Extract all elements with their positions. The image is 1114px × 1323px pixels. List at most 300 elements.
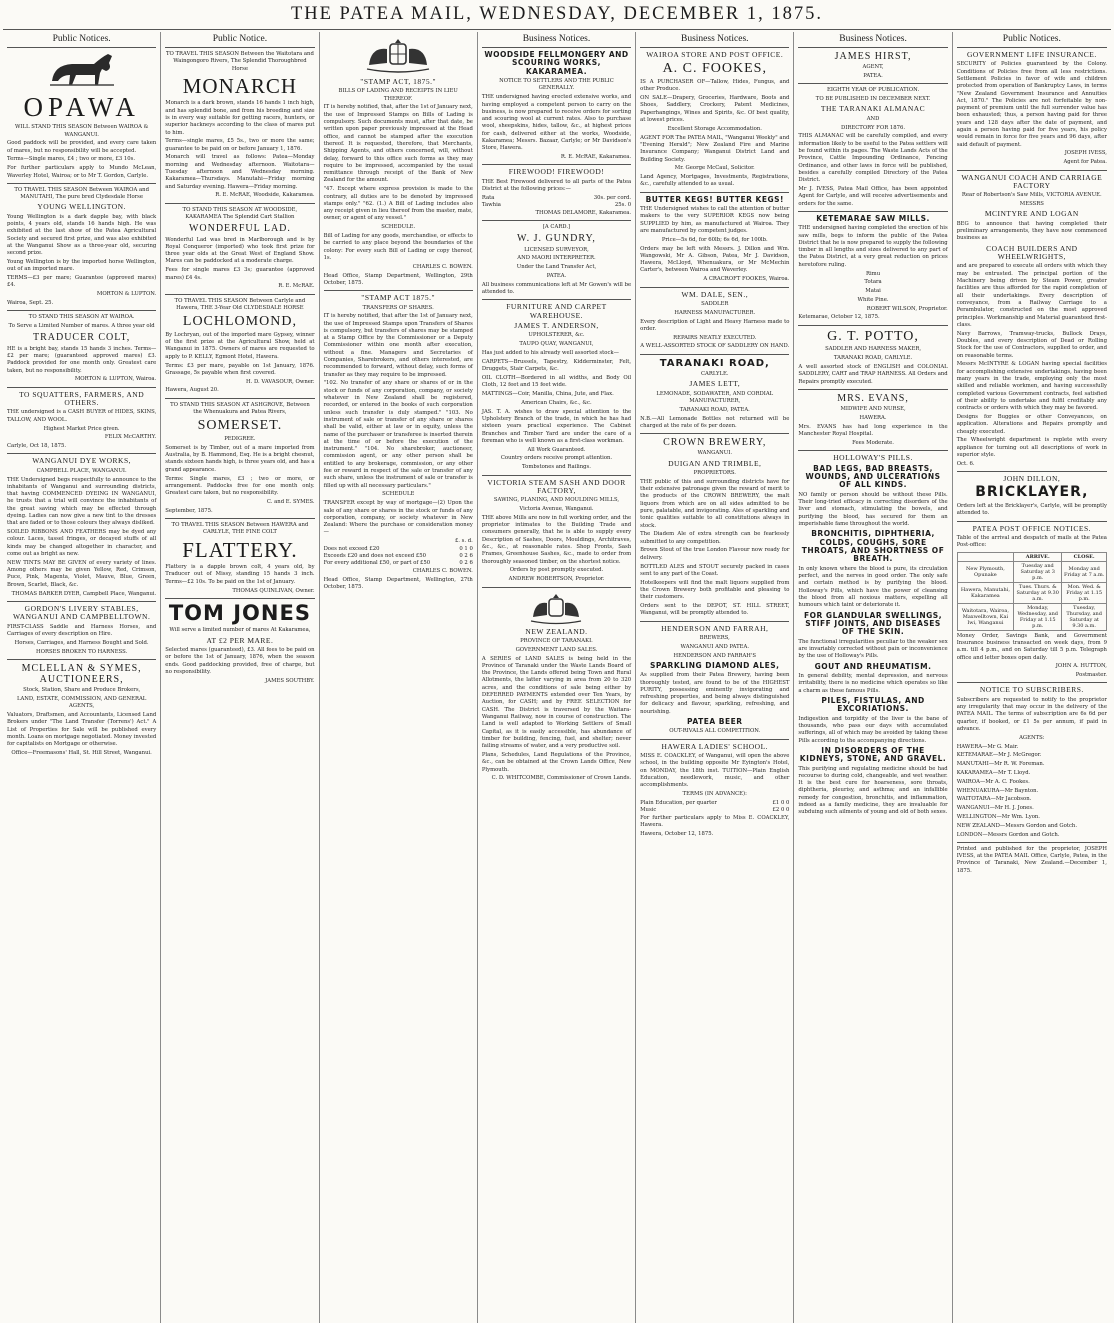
ad-holloway <box>798 454 947 817</box>
divider <box>482 475 631 476</box>
flattery-intro: TO TRAVEL THIS SEASON Between HAWERA and CARLYLE, THE FINE COLT <box>171 522 309 536</box>
crown-stout: Brown Stout of the true London Flavour now ready for delivery. <box>640 547 790 561</box>
somerset-pedigree: PEDIGREE. <box>224 436 256 443</box>
coach-more: and are prepared to execute all orders with which they may be entrusted. The principal portion of the Machinery being driven by Steam Power, greater facilities are thus afforded for the rapid completion of all their undertakings. Every description of conveyance, from a Railway Carriage to a Perambulator, constructed on the most approved principles. Workmanship and Material guaranteed first-class. <box>956 263 1107 328</box>
ad-saw-mills <box>798 215 947 322</box>
ad-gundry <box>482 224 631 296</box>
divider <box>165 518 314 519</box>
agent-item: WANGANUI—Mr H. J. Jones. <box>956 805 1034 812</box>
coach-messrs: MESSRS <box>1019 201 1044 208</box>
yw-title: YOUNG WELLINGTON. <box>37 202 126 212</box>
yw-terms: TERMS—£3 per mare; Guarantee (approved mares) £4. <box>7 275 157 289</box>
crown-hotel: Hotelkeepers will find the malt liquors supplied from the Crown Brewery both profitable and pleasing to their customers. <box>640 579 790 601</box>
column-header: Public Notices. <box>7 32 156 48</box>
holloway-h3: FOR GLANDULAR SWELLINGS, STIFF JOINTS, AND DISEASES OF THE SKIN. <box>804 610 943 637</box>
stamp1-schedule: Bill of Lading for any goods, merchandise, or effects to be carried to any place beyond the boundaries of the colony: For every such Bill of Lading or copy thereof, 1s. <box>323 233 473 261</box>
wonderful-body: Wonderful Lad was bred in Marlborough and is by Royal Conqueror (imported) who took first prize for three year olds at the Great West of England Show. Mares can be paddocked at a moderate charge. <box>165 236 315 265</box>
dale-stock: A WELL-ASSORTED STOCK OF SADDLERY ON HAND. <box>640 343 790 350</box>
ad-wairoa-store <box>640 51 789 189</box>
yw-signed: MORTON & LUPTON. <box>96 291 157 298</box>
divider <box>7 183 156 184</box>
potto-place: TARANAKI ROAD, CARLYLE. <box>833 355 913 362</box>
yw-pedigree: Young Wellington is by the imported horse Wellington, out of an imported mare. <box>7 259 157 273</box>
somerset-terms: Terms: Single mares, £3 ; two or more, or arrangement. Paddocks free for one month only. Greatest care taken, but no responsibility. <box>165 475 315 497</box>
yw-body: Young Wellington is a dark dapple bay, with black points, 4 years old, stands 16 hands high. He was exhibited at the last show of the Patea Agricultural Society and secured first prize, and was also exhibited at the Wanganui Show as a three-year old, securing second prize. <box>7 213 157 257</box>
almanac-and: AND <box>866 115 880 122</box>
butter-orders: Orders may be left with Messrs. J. Dillon and Wm. Wangowski, Mr A. Gibson, Patea, Mr J. Davidson, Hawera, McLloyd, Whenuakura, or Mr McMechin Carter's, between Wairoa and Waverley. <box>640 245 790 274</box>
ad-victoria <box>482 479 631 584</box>
timber-kind: Matai <box>865 288 881 295</box>
stamp1-section: "47. Except where express provision is made to the contrary, all duties are to be denoted by impressed stamps only." "62. (1.) A Bill of Lading includes also any receipt given in lieu thereof from the master, mate, owner, or agent of any vessel." <box>323 186 473 222</box>
wairoa-name: A. C. FOOKES, <box>662 61 767 77</box>
column-2 <box>161 32 319 1323</box>
ad-wonderful-lad <box>165 207 314 291</box>
lett-trade: LEMONADE, SODAWATER, AND CORDIAL MANUFACTURER, <box>656 390 774 404</box>
divider <box>324 290 473 291</box>
dale-trade: SADDLER <box>701 300 729 307</box>
sawmills-signed: ROBERT WILSON, Proprietor. <box>866 305 948 312</box>
evans-sub: MIDWIFE AND NURSE, <box>840 406 906 413</box>
subscribers-title: NOTICE TO SUBSCRIBERS. <box>979 685 1084 695</box>
henderson-sub: HENDERSON AND FARRAH'S <box>673 652 756 659</box>
insurance-role: Agent for Patea. <box>1063 159 1107 166</box>
gundry-place: PATEA. <box>546 272 567 279</box>
potto-title: G. T. POTTO, <box>827 328 919 344</box>
ad-squatters <box>7 391 156 451</box>
patea-beer-sub: OUT-RIVALS ALL COMPETITION. <box>669 728 761 735</box>
divider <box>165 294 314 295</box>
holloway-b3: The functional irregularities peculiar to the weaker sex are invariably corrected without pain or inconvenience by the use of Holloway's Pills. <box>798 638 948 660</box>
divider <box>957 170 1107 171</box>
gundry-also: AND MAORI INTERPRETER. <box>517 255 596 262</box>
wonderful-signed: R. E. McRAE. <box>278 283 315 290</box>
flattery-signed: THOMAS QUINLIVAN, Owner. <box>232 587 315 594</box>
lochlomond-dated: Hawera, August 20. <box>165 387 219 394</box>
potto-body: A well assorted stock of ENGLISH and COLONIAL SADDLERY, CART and TRAP HARNESS. All Orders and Repairs promptly executed. <box>798 364 948 385</box>
hirst-title: JAMES HIRST, <box>834 51 912 62</box>
post-sub: Table of the arrival and despatch of mails at the Patea Post-office: <box>956 535 1107 549</box>
wonderful-terms: Fees for single mares £3 3s; guarantee (approved mares) £4 4s. <box>165 267 315 281</box>
divider <box>482 220 631 221</box>
monarch-title: MONARCH <box>182 73 298 98</box>
henderson-title: HENDERSON AND FARRAH, <box>661 623 769 633</box>
term-row: Plain Education, per quarter £1 0 0 <box>640 799 790 806</box>
crown-sub: WANGANUI. <box>697 450 733 457</box>
flattery-body: Flattery is a dapple brown colt, 4 years old, by Traducer out of Missy, standing 15 hands 3 inch. Terms—£2 10s. To be paid on the 1st of January. <box>165 564 315 585</box>
somerset-intro: TO STAND THIS SEASON AT ASHGROVE, Between the Whenuakura and Patea Rivers, <box>170 401 310 416</box>
school-dated: Hawera, October 12, 1875. <box>640 830 714 837</box>
victoria-title: VICTORIA STEAM SASH AND DOOR FACTORY, <box>487 477 626 495</box>
ad-almanac <box>798 87 947 208</box>
opawa-title: OPAWA <box>23 92 140 122</box>
woodside-sub: NOTICE TO SETTLERS AND THE PUBLIC GENERALLY. <box>499 78 614 92</box>
lett-name: JAMES LETT, <box>689 379 741 389</box>
anderson-chairs: American Chairs, &c., &c. <box>521 399 592 406</box>
stamp1-dated: Head Office, Stamp Department, Wellington, 29th October, 1875. <box>323 272 473 286</box>
holloway-b5: Indigestion and torpidity of the liver is the bane of thousands, who pass our days with accumulated sufferings, all of which may be avoided by taking these Pills according to the accompanying directions. <box>798 715 948 744</box>
auctioneers-body: Valuators, Draftsmen, and Accountants, Licensed Land Brokers under "The Land Transfer (Torrens') Act." A List of Properties for Sale will be published every month. Loans on mortgage negotiated. Money invested for capitalists on Mortgage or otherwise. <box>7 712 157 748</box>
coach-wheel: The Wheelwright department is replete with every appliance for turning out all descriptions of work in superior style. <box>956 437 1107 458</box>
divider <box>798 211 947 212</box>
taranaki-road-sub: CARLYLE. <box>700 370 729 377</box>
column-1 <box>3 32 161 1323</box>
holloway-h6: IN DISORDERS OF THE KIDNEYS, STONE, AND GRAVEL. <box>799 745 947 764</box>
divider <box>798 450 947 451</box>
crown-orders: Orders sent to the DEPOT, ST. HILL STREET, Wanganui, will be promptly attended to. <box>640 603 790 617</box>
almanac-body: THIS ALMANAC will be carefully compiled, and every information likely to be useful to the Patea settlers will be found within its pages. The Waste Lands Acts of the Province, Cattle Impounding Ordinance, Fencing Ordinance, and other laws in force will be published, besides a carefully compiled Directory of the Patea District. <box>798 133 948 184</box>
squatters-body: THE undersigned is a CASH BUYER of HIDES, SKINS, TALLOW, AND WOOL. <box>7 409 157 423</box>
ad-auctioneers <box>7 663 156 758</box>
lochlomond-body: By Lochryan, out of the imported mare Gypsey, winner of the first prize at the Agricultural Show, held at Wanganui in 1875. Owners of mares are requested to apply to P. KELLY, Egmont Hotel, Hawera. <box>165 331 315 360</box>
column-3 <box>320 32 478 1323</box>
ad-taranaki-road <box>640 358 789 430</box>
ad-ladies-school <box>640 743 789 838</box>
dale-title: WM. DALE, SEN., <box>681 289 749 299</box>
monarch-intro: TO TRAVEL THIS SEASON Between the Waitotara and Waingongoro Rivers, The Splendid Thoroughbred Horse <box>165 51 314 72</box>
lochlomond-terms: Terms: £3 per mare, payable on 1st January, 1876. Grassage, 5s payable when first covered. <box>165 362 315 376</box>
masthead-title: THE PATEA MAIL, WEDNESDAY, DECEMBER 1, 1875. <box>290 4 824 24</box>
crown-name: DUIGAN AND TRIMBLE, <box>668 458 762 468</box>
anderson-name: JAMES T. ANDERSON, <box>514 321 599 331</box>
almanac-signed: Mr J. IVESS, Patea Mail Office, has been appointed Agent for Carlyle, and will receive advertisements and orders for the same. <box>798 185 948 207</box>
divider <box>640 287 789 288</box>
coach-name: MCINTYRE AND LOGAN <box>984 209 1079 219</box>
column-header: Business Notices. <box>640 32 789 48</box>
holloway-b1: NO family or person should be without these Pills. Their long-tried efficacy in correcting disorders of the liver and stomach, stimulating the bowels, and purifying the blood, has secured for them an imperishable fame throughout the world. <box>798 491 948 527</box>
divider <box>7 601 156 602</box>
holloway-h4: GOUT AND RHEUMATISM. <box>814 661 932 671</box>
ad-monarch <box>165 51 314 200</box>
post-role: Postmaster. <box>1075 672 1107 679</box>
imprint: Printed and published for the proprietor, JOSEPH IVESS, at the PATEA MAIL Office, Carlyle, Patea, in the Province of Taranaki, New Zealand.—December 1, 1875. <box>956 845 1107 874</box>
timber-kind: White Pine. <box>857 296 889 303</box>
livery-body: FIRST-CLASS Saddle and Harness Horses, and Carriages of every description on Hire. <box>7 623 157 637</box>
tomjones-body: Will serve a limited number of mares At Kakaramea, <box>169 627 311 634</box>
woodside-title: WOODSIDE FELLMONGERY AND SCOURING WORKS, KAKARAMEA. <box>484 50 629 76</box>
agent-item: WELLINGTON—Mr Wm. Lyon. <box>956 813 1040 820</box>
auctioneers-office: Office—Freemasons' Hall, St. Hill Street, Wanganui. <box>11 750 152 757</box>
masthead <box>3 0 1111 30</box>
henderson-body: As supplied from their Patea Brewery, having been thoroughly tested, are found to be of the HIGHEST PURITY, possessing eminently invigorating and refreshing properties, and being always distinguished for delicacy and flavour, sparkling, refreshing, and nourishing. <box>640 672 790 715</box>
ad-post-office <box>957 525 1107 680</box>
divider <box>640 433 789 434</box>
dye-title: WANGANUI DYE WORKS, <box>32 456 131 466</box>
dillon-body: Orders left at the Bricklayer's, Carlyle, will be promptly attended to. <box>956 503 1107 517</box>
agent-item: WAITOTARA—Mr Jacobson. <box>956 796 1032 803</box>
livery-title: GORDON'S LIVERY STABLES, WANGANUI AND CAMPBELLTOWN. <box>12 603 151 622</box>
column-header: Public Notices. <box>957 32 1107 48</box>
column-5 <box>636 32 794 1323</box>
column-header: Business Notices. <box>482 32 631 48</box>
stamp2-body: IT is hereby notified, that after the 1st of January next, the use of Impressed Stamps upon Transfers of Shares is compulsory, but transfers of shares may be stamped at a Stamp Office by the Commissioner or a Deputy Commissioner within one month after execution, without a fine. Managers and Secretaries of Companies, Sharebrokers, and others interested, are recommended to forward, without delay, such forms of transfer as they may require to be impressed. <box>323 313 473 378</box>
ad-coach-factory <box>957 174 1107 468</box>
rate-row: Exceeds £20 and does not exceed £50 0 2 6 <box>323 553 473 560</box>
victoria-place: Victoria Avenue, Wanganui. <box>519 506 594 513</box>
victoria-orders: Orders by post promptly executed. <box>509 567 604 574</box>
woodside-body: THE undersigned having erected extensive works, and having employed a competent person to carry on the business, is now prepared to receive orders for sorting and scouring wool at current rates. Also to purchase wool, sheepskins, hides, tallow, &c., at highest prices for cash, delivered either at the works, Woodside, Kakaramea; Messrs. Bazaar, Carlyle; or Mr Davidson's Store, Hawera. <box>481 94 632 152</box>
flattery-title: FLATTERY. <box>182 537 298 562</box>
crown-bottled: BOTTLED ALES and STOUT securely packed in cases sent to any part of the Coast. <box>640 563 790 577</box>
price-row: Rata 30s. per cord. <box>481 194 632 201</box>
land-sub2: GOVERNMENT LAND SALES. <box>515 646 598 653</box>
coach-place: Rear of Robertson's Saw Mills, VICTORIA AVENUE. <box>961 192 1102 199</box>
stamp2-schedule: TRANSFER except by way of mortgage—(2) Upon the sale of any share or shares in the stock or funds of any corporation, company, or society whatever in New Zealand: Where the purchase or consideration money— <box>323 500 473 536</box>
ad-lochlomond <box>165 298 314 395</box>
horse-illustration <box>7 51 156 89</box>
wairoa-land: Land Agency, Mortgages, Investments, Registrations, &c., carefully attended to as usual. <box>640 174 790 188</box>
column-header: Business Notices. <box>798 32 947 48</box>
rate-head: £. s. d. <box>454 538 473 545</box>
firewood-title: FIREWOOD! FIREWOOD! <box>508 167 605 177</box>
school-terms-head: TERMS (IN ADVANCE): <box>682 791 747 798</box>
school-body: MISS E. COACKLEY, of Wanganui, will open the above school, in the building opposite Mr Eyington's Hotel, on MONDAY, the 18th inst. TUITION—Plain English Education, needlework, music, and other accomplishments. <box>640 753 790 789</box>
anderson-oilcloth: OIL CLOTH—Bordered in all widths, and Body Oil Cloth, 12 feet and 15 feet wide. <box>481 374 632 389</box>
agent-item: WHENUAKURA—Mr Baynton. <box>956 787 1039 794</box>
timber-kind: Rimu <box>865 270 881 277</box>
firewood-prices <box>482 195 631 210</box>
agent-item: WAIROA—Mr A. C. Fookes. <box>956 778 1030 785</box>
traducer-intro: TO STAND THIS SEASON AT WAIROA. <box>28 314 135 321</box>
dye-tints: NEW TINTS MAY BE GIVEN of every variety of lines. Among others may be given Yellow, Red, Crimson, Puce, Pink, Magenta, Violet, Mauve, Blue, Green, Brown, Scarlet, Black, &c. <box>7 559 157 588</box>
crown-title: CROWN BREWERY, <box>663 437 767 449</box>
coat-of-arms-illustration <box>482 591 631 625</box>
ad-stamp-act-shares <box>324 294 473 591</box>
divider <box>7 659 156 660</box>
sawmills-body: THE undersigned having completed the erection of his saw mills, begs to inform the public of the Patea District that he is now prepared to supply the following timber in all lengths and sizes delivered to any part of the Patea District, at a very great reduction on prices heretofore ruling. <box>798 225 948 268</box>
timber-kind: Totara <box>864 279 882 286</box>
insurance-title: GOVERNMENT LIFE INSURANCE. <box>966 50 1097 59</box>
dye-signed: THOMAS BARKER DYER, Campbell Place, Wanganui. <box>11 590 157 597</box>
divider <box>7 387 156 388</box>
divider <box>798 389 947 390</box>
stamp2-sub: TRANSFERS OF SHARES. <box>362 304 434 311</box>
traducer-signed: MORTON & LUPTON, Wairoa. <box>74 376 157 383</box>
stamp2-section: "102. No transfer of any share or shares of or in the stock or funds of any corporation, company, or society whatever in New Zealand shall be registered, recorded, or entered in the books of such corporation unless such transfer is duly stamped." "103. No instrument of sale or transfer of any share or shares shall be valid, either at law or in equity, unless the name of the purchaser or transferee is inserted therein at the time of or before the execution of the instrument." "104. No sharebroker, auctioneer, commission agent, or any other person shall be entitled to any brokerage, commission, or any other fee or reward in respect of the sale or transfer of any such share, unless the instrument of sale or transfer is filled up with all necessary particulars." <box>323 380 473 489</box>
yw-dated: Wairoa, Sept. 25. <box>7 300 54 307</box>
lochlomond-signed: H. D. VAVASOUR, Owner. <box>245 378 315 385</box>
term-row: Music £2 0 0 <box>640 807 790 814</box>
column-4 <box>478 32 636 1323</box>
wairoa-agent: AGENT FOR The PATEA MAIL, "Wanganui Weekly" and "Evening Herald"; New Zealand Fire and Marine Insurance Company; Wanganui District Land and Building Society. <box>640 134 790 163</box>
monarch-terms: Terms—single mares, £5 5s., two or more the same; guarantee to be paid on or before January 1, 1876. <box>165 138 315 152</box>
divider <box>7 453 156 454</box>
firewood-signed: THOMAS DELAMORE, Kakaramea. <box>535 209 632 216</box>
gundry-act: Under the Land Transfer Act, <box>516 264 597 271</box>
opawa-stand: WILL STAND THIS SEASON Between WAIROA & WANGANUI. <box>14 124 149 138</box>
holloway-b2: In only known where the blood is pure, its circulation perfect, and the nerves in good order. The only safe and certain method is by purifying the blood. Holloway's Pills, which have the power of cleansing the blood from all noxious matters, expelling all humours which taint or deteriorate it. <box>798 565 948 609</box>
ad-flattery <box>165 522 314 595</box>
auctioneers-title: MCLELLAN & SYMES, AUCTIONEERS, <box>21 662 142 685</box>
coach-trade: COACH BUILDERS AND WHEELWRIGHTS, <box>986 243 1078 262</box>
anderson-place: TAUPO QUAY, WANGANUI, <box>519 341 594 348</box>
agents-head: AGENTS: <box>1019 734 1045 741</box>
anderson-body: Has just added to his already well assorted stock— <box>481 350 619 357</box>
ad-evans <box>798 393 947 447</box>
timetable-row: Hawera, Manutahi, Kakaramea Tues. Thurs. & Saturday at 9.30 a.m. Mon. Wed. & Friday at 1.15 p.m. <box>957 582 1106 603</box>
henderson-place: WANGANUI AND PATEA. <box>680 643 749 650</box>
butter-signed: A CRACROFT FOOKES, Wairoa. <box>703 276 790 283</box>
ad-dillon <box>957 475 1107 518</box>
dale-body: Every description of Light and Heavy Harness made to order. <box>640 318 790 332</box>
squatters-signed: FELIX McCARTHY. <box>104 434 157 441</box>
timetable-row: Waitotara, Wairoa, Maxwelltown, Kai Iwi, Wanganui Monday, Wednesday, and Friday at 1.15 p.m. Tuesday, Thursday, and Saturday at 9.30 a.m. <box>957 603 1106 630</box>
post-signed: JOHN A. HUTTON, <box>1055 663 1107 670</box>
stamp1-sub: BILLS OF LADING AND RECEIPTS IN LIEU THEREOF. <box>338 88 458 102</box>
sawmills-dated: Ketemarae, October 12, 1875. <box>798 314 880 321</box>
column-header: Public Notice. <box>165 32 314 48</box>
holloway-h5: PILES, FISTULAS, AND EXCORIATIONS. <box>821 695 925 714</box>
gundry-card: [A CARD.] <box>542 224 571 231</box>
ad-anderson <box>482 303 631 471</box>
taranaki-road-title: TARANAKI ROAD, <box>659 357 770 369</box>
wonderful-intro: TO STAND THIS SEASON AT WOODSIDE, KAKARAMEA The Splendid Cart Stallion <box>182 206 298 221</box>
evans-place: HAWERA. <box>859 414 887 421</box>
insurance-signed: JOSEPH IVESS, <box>1064 150 1107 157</box>
agent-item: LONDON—Messrs Gordon and Gotch. <box>956 831 1060 838</box>
tomjones-title: TOM JONES <box>168 600 311 625</box>
henderson-trade: BREWERS, <box>699 635 730 642</box>
divider <box>165 398 314 399</box>
lett-place: TARANAKI ROAD, PATEA. <box>679 406 750 413</box>
ad-tom-jones <box>165 602 314 685</box>
agent-item: MANUTAHI—Mr R. W. Foreman. <box>956 761 1045 768</box>
stamp1-signed: CHARLES C. BOWEN. <box>412 263 473 270</box>
henderson-product: SPARKLING DIAMOND ALES, <box>650 660 780 670</box>
ad-somerset <box>165 402 314 515</box>
agent-item: NEW ZEALAND—Messrs Gordon and Gotch. <box>956 822 1078 829</box>
gundry-title: W. J. GUNDRY, <box>517 233 596 245</box>
ad-dye-works <box>7 457 156 597</box>
squatters-price: Highest Market Price given. <box>43 425 120 432</box>
divider <box>640 354 789 355</box>
wonderful-title: WONDERFUL LAD. <box>188 223 291 235</box>
holloway-h2: BRONCHITIS, DIPHTHERIA, COLDS, COUGHS, SORE THROATS, AND SHORTNESS OF BREATH. <box>801 529 945 564</box>
stamp1-title: "STAMP ACT, 1875." <box>360 77 437 86</box>
butter-title: BUTTER KEGS! BUTTER KEGS! <box>645 194 784 204</box>
ad-crown-brewery <box>640 437 789 618</box>
opawa-body: Good paddock will be provided, and every care taken of mares, but no responsibility will be accepted. <box>7 140 157 154</box>
ad-hirst <box>798 51 947 80</box>
traducer-body: HE is a bright bay, stands 15 hands 3 inches. Terms—£2 per mare; (guaranteed approved mares) £3. Paddock provided for one month only. Greatest care taken, but no responsibility. <box>7 345 157 374</box>
holloway-b4: In general debility, mental depression, and nervous irritability, there is no medicine which operates so like a charm as these famous Pills. <box>798 672 948 694</box>
stamp1-body: IT is hereby notified, that, after the 1st of January next, the use of Impressed Stamps on Bills of Lading is compulsory. Such documents must, after that date, be written upon paper previously impressed at the Head office, and cannot be stamped after the execution thereof. It is requested, therefore, that Merchants, Shipping Agents, and others concerned, will, without delay, forward to this office such forms as they may require to be impressed, accompanied by the usual remittance through receipt of the Bank of New Zealand for the amount. <box>323 104 473 184</box>
wairoa-body: IS A PURCHASER OF—Tallow, Hides, Fungus, and other Produce. <box>640 79 790 93</box>
evans-body: Mrs. EVANS has had long experience in the Manchester Royal Hospital. <box>798 423 948 438</box>
wairoa-mccaul: Mr. George McCaul, Solicitor. <box>674 165 755 172</box>
divider <box>957 682 1107 683</box>
column-7 <box>953 32 1111 1323</box>
coach-body: BEG to announce that having completed their preliminary arrangements, they have now commenced business as <box>956 220 1107 242</box>
potto-trade: SADDLER AND HARNESS MAKER, <box>825 346 921 353</box>
anderson-mattings: MATTINGS—Coir, Manilla, China, Jute, and Flax. <box>481 391 614 398</box>
divider <box>957 521 1107 522</box>
divider <box>798 83 947 84</box>
columns <box>3 32 1111 1323</box>
dale-repairs: REPAIRS NEATLY EXECUTED. <box>673 334 757 341</box>
divider <box>165 203 314 204</box>
squatters-title: TO SQUATTERS, FARMERS, AND OTHERS. <box>19 389 145 408</box>
divider <box>165 598 314 599</box>
yw-intro: TO TRAVEL THIS SEASON Between WAIROA and MANUTAHI, The pure bred Clydesdale Horse <box>14 186 149 201</box>
ad-stamp-act-lading <box>324 35 473 287</box>
sawmills-title: KETEMARAE SAW MILLS. <box>816 213 930 223</box>
agent-item: HAWERA—Mr G. Mair. <box>956 743 1019 750</box>
divider <box>957 842 1107 843</box>
almanac-title: THE TARANAKI ALMANAC <box>820 104 926 114</box>
agent-item: KETEMARAE—Mr J. McGregor. <box>956 752 1042 759</box>
coach-dated: Oct. 6. <box>956 460 975 467</box>
anderson-note: JAS. T. A. wishes to draw special attention to the Upholstery Branch of the trade, in which he has had sixteen years practical experience. The Cabinet Branches and Timber Yard are under the care of a foreman who is well known as a first-class workman. <box>481 408 632 444</box>
wairoa-sale: ON SALE—Drapery, Groceries, Hardware, Boots and Shoes, Saddlery, Crockery, Patent Medicines, Paperhangings, Wines and Spirits, &c. Of best quality, at lowest prices. <box>640 95 790 124</box>
crown-diadem: The Diadem Ale of extra strength can be fearlessly submitted to any competition. <box>640 531 790 545</box>
gundry-sub: LICENSED SURVEYOR, <box>524 246 589 253</box>
hirst-place: PATEA. <box>863 72 883 79</box>
rate-row: Does not exceed £20 0 1 0 <box>323 545 473 552</box>
monarch-route: Monarch will travel as follows: Patea—Monday morning and Wednesday afternoon. Waitotara—Tuesday afternoon and Wednesday morning. Kakaramea—Thursdays. Manutahi—Friday morning and Saturday evening. Hawera—Friday morning. <box>165 154 315 190</box>
school-further: For further particulars apply to Miss E. COACKLEY, Hawera. <box>640 814 790 829</box>
ad-traducer <box>7 314 156 383</box>
opawa-terms: Terms—Single mares, £4 ; two or more, £3 10s. <box>7 156 136 163</box>
auctioneers-agents: LAND, ESTATE, COMMISSION, AND GENERAL AGENTS, <box>16 695 147 710</box>
ad-butter-kegs <box>640 196 789 284</box>
hirst-sub: AGENT, <box>862 64 884 71</box>
anderson-trade: UPHOLSTERER, &c. <box>528 332 585 339</box>
tomjones-more: Selected mares (guaranteed), £3. All fees to be paid on or before the 1st of January, 1876, when the season ends. Good paddocking provided, free of charge, but no responsibility. <box>165 647 315 675</box>
ad-land-sales <box>482 591 631 783</box>
monarch-signed: R. E. McRAE, Woodside, Kakaramea. <box>215 192 315 199</box>
timetable-row: New Plymouth, Opunake Tuesday and Saturday at 3 p.m. Monday and Friday at 7 a.m. <box>957 561 1106 582</box>
livery-extra: Horses, Carriages, and Harness Bought and Sold. <box>14 639 149 646</box>
dillon-title: BRICKLAYER, <box>975 484 1089 501</box>
wairoa-accom: Excellent Storage Accommodation. <box>667 125 762 132</box>
land-plans: Plans, Schedules, Land Regulations of the Province, &c., can be obtained at the Crown Lands Office, New Plymouth. <box>481 751 632 773</box>
divider <box>482 587 631 588</box>
rate-row: For every additional £50, or part of £50 0 2 6 <box>323 560 473 567</box>
divider <box>798 325 947 326</box>
land-title: NEW ZEALAND. <box>525 626 588 636</box>
butter-price: Price—5s 6d, for 60lb; 6s 6d, for 100lb. <box>661 236 768 243</box>
patea-beer: PATEA BEER <box>687 717 743 727</box>
column-6 <box>794 32 952 1323</box>
land-body: A SERIES of LAND SALES is being held in the Province of Taranaki under the Waste Lands Board of the Province, the Lands offered being Town and Rural Allotments, the latter varying in area from 20 to 320 acres, and the conditions of sale being either by DEFERRED PAYMENTS extended over Ten Years, by Auction, for CASH; and by FREE SELECTION for CASH. The District is traversed by the Waitara-Wanganui Railway, now in course of construction. The Land is well adapted to Working Settlers of Small Capital, as it is easily accessible, has abundance of timber for building, fencing, fuel, and shelter; never failing streams of water, and a very productive soil. <box>481 655 632 750</box>
ad-livery <box>7 605 156 656</box>
traducer-sub: To Serve a Limited Number of mares. A three year old <box>8 323 155 330</box>
mail-timetable <box>957 552 1107 631</box>
coach-designs: Designs for Buggies or other Conveyances, on application. Alterations and Repairs promptly and cheaply executed. <box>956 413 1107 435</box>
anderson-guaranteed: All Work Guaranteed. <box>527 446 586 453</box>
land-signed: C. D. WHITCOMBE, Commissioner of Crown Lands. <box>491 775 632 782</box>
insurance-body: SECURITY of Policies guaranteed by the Colony. Conditions of Policies free from all less restrictions. Settlement Policies in favor of wife and children protected from operation of Bankruptcy Laws, in terms "New Zealand Government Insurance and Annuities Act, 1870." The Policies are not forfeitable by non-payment of premium until the full surrender value has been exhausted; thus, a person having paid for three years and 128 days after the date of payment, and again a person having paid for five years, his policy would remain in force for five years and 96 days, after said default of payment. <box>956 61 1107 148</box>
coach-navy: Navy Barrows, Tramway-trucks, Bullock Drays, Doubles, and every description of Dead or Rolling Stock for the use of Contractors, supplied to order, and on reasonable terms. <box>956 330 1107 359</box>
almanac-year: EIGHTH YEAR OF PUBLICATION. <box>826 87 920 94</box>
tomjones-fee: AT £2 PER MARE. <box>206 635 274 645</box>
almanac-pub: TO BE PUBLISHED IN DECEMBER NEXT. <box>815 96 931 103</box>
lochlomond-title: LOCHLOMOND, <box>182 314 297 330</box>
stamp2-schedule-title: SCHEDULE <box>382 491 415 498</box>
stamp2-signed: CHARLES C. BOWEN. <box>412 567 473 574</box>
holloway-b6: This purifying and regulating medicine should be had recourse to during cold, changeable, and wet weather. It is the best cure for hoarseness, sore throats, diphtheria, pleurisy, and asthma; and an infallible remedy for congestion, bronchitis, and inflammation, indeed as a family medicine, they are invaluable for subduing such ailments of young and old of both sexes. <box>798 765 948 816</box>
school-terms <box>640 800 789 815</box>
opawa-further: For further particulars apply to Mundo McLean, Waverley Hotel, Wairoa; or to Mr T. Gordon, Carlyle. <box>7 165 157 179</box>
ad-firewood <box>482 168 631 217</box>
anderson-title: FURNITURE AND CARPET WAREHOUSE. <box>506 302 607 320</box>
coach-title: WANGANUI COACH AND CARRIAGE FACTORY <box>961 172 1103 190</box>
woodside-signed: R. E. McRAE, Kakaramea. <box>560 154 632 161</box>
land-sub: PROVINCE OF TARANAKI. <box>520 637 593 644</box>
ad-young-wellington <box>7 187 156 308</box>
stamp2-dated: Head Office, Stamp Department, Wellington, 27th October, 1875. <box>323 576 473 590</box>
divider <box>7 310 156 311</box>
